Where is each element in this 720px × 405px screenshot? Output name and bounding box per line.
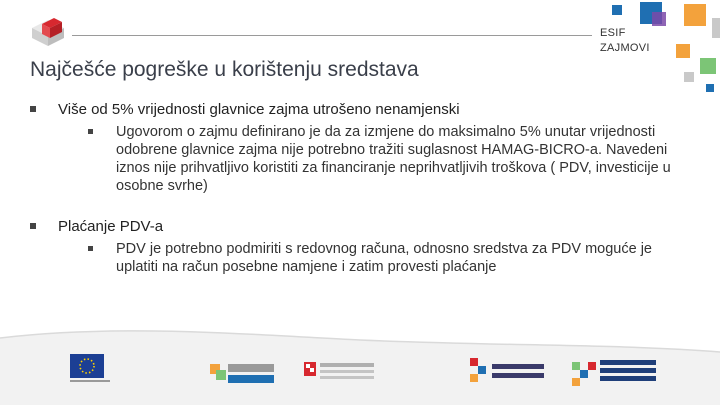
sub-bullet-item-2	[88, 240, 690, 276]
bullet-list	[30, 100, 690, 276]
company-logo	[28, 14, 70, 48]
square-grey	[712, 18, 720, 38]
esif-label-line1: ESIF	[600, 27, 626, 39]
square-orange-1	[684, 4, 706, 26]
sub-bullet-text-2: PDV je potrebno podmiriti s redovnog računa, odnosno sredstva za PDV moguće je uplatiti na račun posebne namjene i zatim provesti plaćanje	[116, 241, 652, 275]
esif-label-line2: ZAJMOVI	[600, 42, 650, 54]
bullet-item-1	[30, 100, 690, 119]
square-green	[700, 58, 716, 74]
bullet-item-2	[30, 217, 690, 236]
eu-caption	[70, 380, 110, 388]
bullet-group-1	[30, 100, 690, 195]
square-bullet-icon	[88, 129, 93, 134]
page-title: Najčešće pogreške u korištenju sredstava	[30, 58, 419, 81]
sub-bullet-item-1	[88, 123, 690, 195]
header-divider	[72, 35, 592, 36]
esif-label	[600, 26, 650, 56]
square-grey-2	[684, 72, 694, 82]
bullet-text-2: Plaćanje PDV-a	[58, 218, 164, 235]
square-bullet-icon	[30, 106, 36, 112]
bullet-group-2	[30, 217, 690, 276]
bullet-text-1: Više od 5% vrijednosti glavnice zajma utrošeno nenamjenski	[58, 101, 460, 118]
eu-flag-logo	[70, 354, 104, 378]
square-orange-2	[676, 44, 690, 58]
footer	[0, 330, 720, 405]
sub-bullet-text-1: Ugovorom o zajmu definirano je da za izmjene do maksimalno 5% unutar vrijednosti odobrene glavnice zajma nije potrebno tražiti suglasnost HAMAG-BICRO-a. Navedeni iznos nije prihvatljivo koristiti za financiranje neprihvatljivih troškova ( PDV, investicije u osobne svrhe)	[116, 124, 671, 194]
square-blue-1	[612, 5, 622, 15]
square-blue-3	[706, 84, 714, 92]
square-purple	[652, 12, 666, 26]
square-bullet-icon	[30, 223, 36, 229]
europski-strukturni-fondovi-logo	[470, 358, 546, 386]
republika-hrvatska-logo	[304, 360, 376, 384]
esif-financijski-instrumenti-logo	[210, 362, 276, 386]
operativni-program-logo	[572, 358, 658, 386]
square-bullet-icon	[88, 246, 93, 251]
